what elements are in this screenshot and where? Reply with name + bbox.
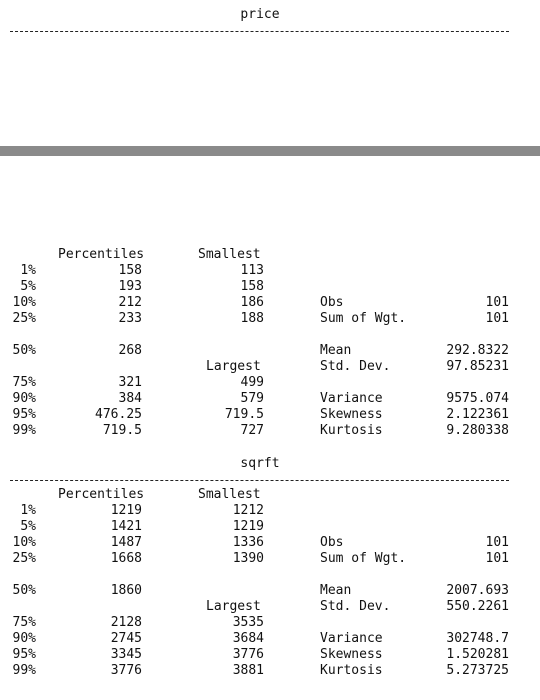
stat-value: 550.2261 — [446, 599, 509, 614]
stat-value: 302748.7 — [446, 631, 509, 646]
percentile-value: 1668 — [110, 551, 142, 566]
stat-value: 97.85231 — [446, 359, 509, 374]
percentile-label: 25% — [12, 311, 36, 326]
stat-label: Obs — [320, 295, 344, 310]
stat-label: Skewness — [320, 407, 383, 422]
stat-value: 101 — [485, 295, 509, 310]
largest-header: Largest — [206, 599, 261, 614]
percentile-label: 95% — [12, 647, 36, 662]
percentile-value: 158 — [118, 263, 142, 278]
percentile-label: 75% — [12, 375, 36, 390]
percentile-label: 1% — [20, 503, 36, 518]
extreme-value: 188 — [240, 311, 264, 326]
percentile-value: 268 — [118, 343, 142, 358]
percentiles-header: Percentiles — [58, 247, 145, 262]
price-rule — [10, 31, 509, 32]
percentile-value: 233 — [118, 311, 142, 326]
extreme-value: 1336 — [232, 535, 264, 550]
extreme-value: 1219 — [232, 519, 264, 534]
stat-value: 2.122361 — [446, 407, 509, 422]
percentile-value: 193 — [118, 279, 142, 294]
extreme-value: 3881 — [232, 663, 264, 678]
percentile-label: 5% — [20, 279, 36, 294]
percentile-label: 5% — [20, 519, 36, 534]
stat-value: 101 — [485, 535, 509, 550]
percentile-value: 476.25 — [95, 407, 142, 422]
stat-label: Kurtosis — [320, 423, 383, 438]
percentile-label: 99% — [12, 423, 36, 438]
stat-value: 9.280338 — [446, 423, 509, 438]
percentile-label: 90% — [12, 631, 36, 646]
stat-label: Kurtosis — [320, 663, 383, 678]
percentiles-header: Percentiles — [58, 487, 145, 502]
sqrft-title: sqrft — [240, 456, 280, 471]
stat-label: Skewness — [320, 647, 383, 662]
stat-label: Std. Dev. — [320, 359, 391, 374]
stat-value: 5.273725 — [446, 663, 509, 678]
percentile-value: 1219 — [110, 503, 142, 518]
price-title: price — [240, 7, 280, 22]
percentile-value: 719.5 — [102, 423, 142, 438]
stat-value: 2007.693 — [446, 583, 509, 598]
percentile-label: 95% — [12, 407, 36, 422]
extreme-value: 158 — [240, 279, 264, 294]
extreme-value: 186 — [240, 295, 264, 310]
percentile-value: 384 — [118, 391, 142, 406]
percentile-value: 1860 — [110, 583, 142, 598]
stat-value: 101 — [485, 311, 509, 326]
percentile-label: 90% — [12, 391, 36, 406]
percentile-label: 50% — [12, 343, 36, 358]
smallest-header: Smallest — [198, 487, 261, 502]
stat-label: Std. Dev. — [320, 599, 391, 614]
smallest-header: Smallest — [198, 247, 261, 262]
extreme-value: 499 — [240, 375, 264, 390]
largest-header: Largest — [206, 359, 261, 374]
percentile-value: 1421 — [110, 519, 142, 534]
extreme-value: 3776 — [232, 647, 264, 662]
stat-label: Variance — [320, 391, 383, 406]
stat-label: Obs — [320, 535, 344, 550]
stat-value: 9575.074 — [446, 391, 509, 406]
extreme-value: 1212 — [232, 503, 264, 518]
percentile-label: 99% — [12, 663, 36, 678]
percentile-label: 10% — [12, 295, 36, 310]
percentile-value: 212 — [118, 295, 142, 310]
percentile-value: 1487 — [110, 535, 142, 550]
extreme-value: 1390 — [232, 551, 264, 566]
stat-value: 292.8322 — [446, 343, 509, 358]
extreme-value: 3684 — [232, 631, 264, 646]
stat-label: Mean — [320, 583, 352, 598]
stat-label: Variance — [320, 631, 383, 646]
extreme-value: 113 — [240, 263, 264, 278]
percentile-label: 1% — [20, 263, 36, 278]
stat-label: Mean — [320, 343, 352, 358]
extreme-value: 727 — [240, 423, 264, 438]
percentile-label: 50% — [12, 583, 36, 598]
stat-label: Sum of Wgt. — [320, 311, 407, 326]
stat-label: Sum of Wgt. — [320, 551, 407, 566]
stat-value: 101 — [485, 551, 509, 566]
percentile-label: 10% — [12, 535, 36, 550]
stat-value: 1.520281 — [446, 647, 509, 662]
percentile-value: 321 — [118, 375, 142, 390]
extreme-value: 3535 — [232, 615, 264, 630]
percentile-value: 2745 — [110, 631, 142, 646]
percentile-label: 75% — [12, 615, 36, 630]
percentile-value: 2128 — [110, 615, 142, 630]
extreme-value: 579 — [240, 391, 264, 406]
extreme-value: 719.5 — [224, 407, 264, 422]
percentile-value: 3776 — [110, 663, 142, 678]
percentile-label: 25% — [12, 551, 36, 566]
panel-separator — [0, 146, 540, 156]
percentile-value: 3345 — [110, 647, 142, 662]
sqrft-rule — [10, 480, 509, 481]
